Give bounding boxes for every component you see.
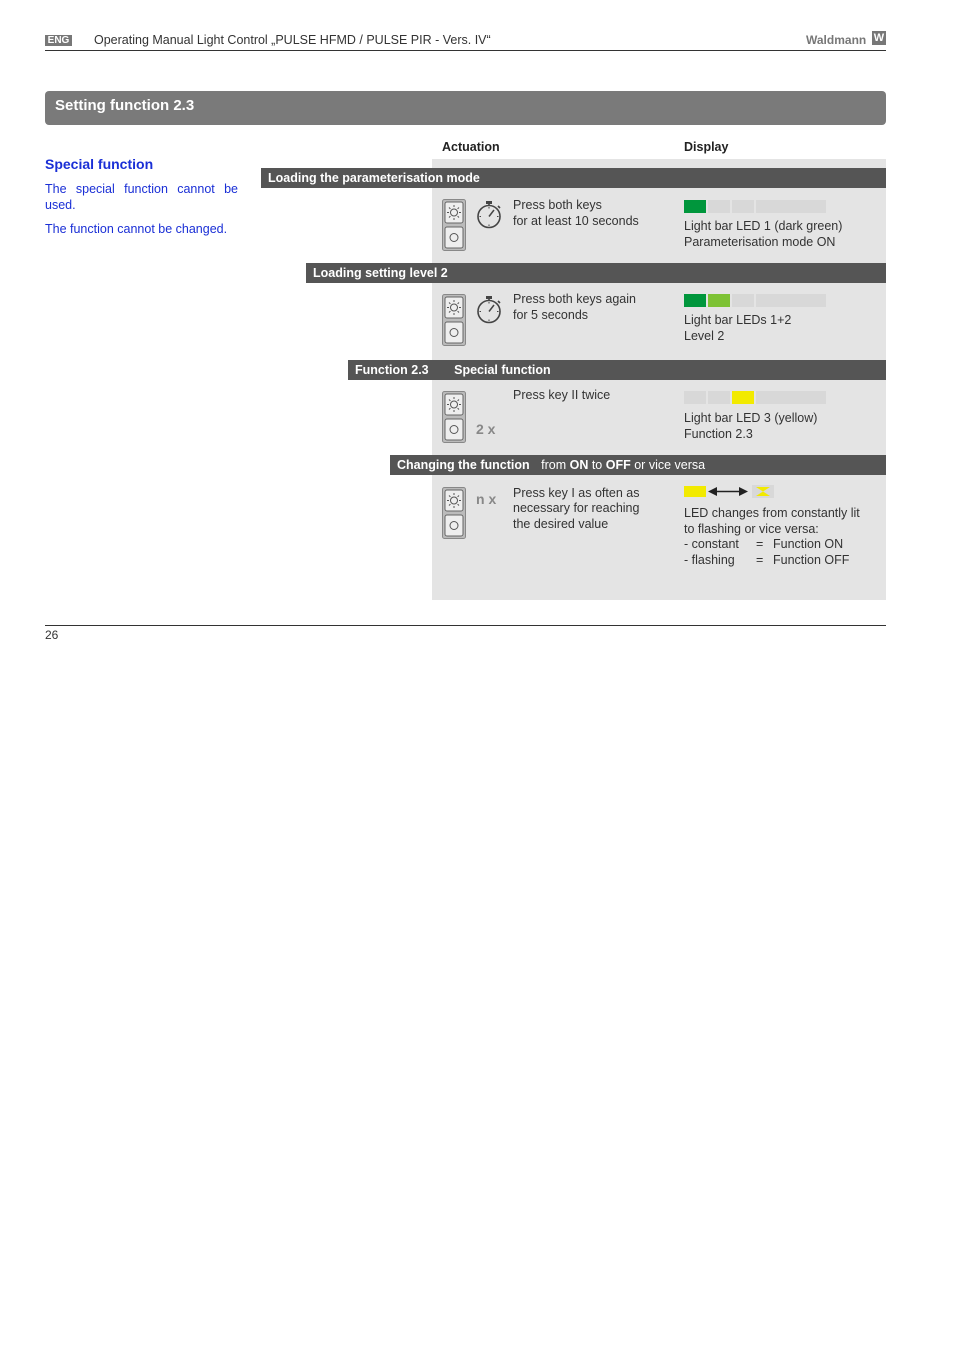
step-4-actuation-line-1: Press key I as often as — [513, 486, 640, 500]
display-column-header: Display — [684, 140, 729, 154]
step-2-display-line-2: Level 2 — [684, 329, 725, 343]
step-1-bar-text: Loading the parameterisation mode — [268, 171, 480, 185]
stopwatch-icon — [476, 200, 504, 230]
light-bar-led-4 — [756, 200, 826, 213]
step-4-display-line-2: to flashing or vice versa: — [684, 522, 819, 536]
constant-value: Function ON — [773, 537, 844, 551]
light-bar-led-4 — [756, 391, 826, 404]
sidebar-text-1: The special function cannot be used. — [45, 182, 238, 212]
constant-equals: = — [756, 537, 764, 551]
flashing-value: Function OFF — [773, 553, 850, 567]
step-3-bar-label: Function 2.3 — [355, 363, 429, 377]
light-bar-led-3 — [732, 391, 754, 404]
step-1-actuation-line-2: for at least 10 seconds — [513, 214, 639, 228]
step-4-actuation-line-2: necessary for reaching — [513, 501, 640, 515]
step-1-display-line-1: Light bar LED 1 (dark green) — [684, 219, 843, 233]
light-bar-led-2 — [708, 200, 730, 213]
step-4-actuation-line-3: the desired value — [513, 517, 609, 531]
light-bar-led-2 — [708, 391, 730, 404]
stopwatch-icon — [476, 295, 504, 325]
step-3-multiplier: 2 x — [476, 421, 496, 437]
light-bar — [684, 294, 828, 307]
flashing-led-icon — [752, 485, 774, 498]
page-number: 26 — [45, 628, 59, 642]
led-constant — [684, 486, 706, 497]
double-arrow-icon — [708, 486, 748, 497]
flashing-equals: = — [756, 553, 764, 567]
step-2-actuation-line-1: Press both keys again — [513, 292, 636, 306]
step-1-actuation-line-1: Press both keys — [513, 198, 602, 212]
light-bar-led-1 — [684, 391, 706, 404]
brand-name: Waldmann — [806, 33, 867, 47]
step-2-bar-text: Loading setting level 2 — [313, 266, 448, 280]
light-bar-led-1 — [684, 294, 706, 307]
step-4-bar-to: to — [591, 458, 603, 472]
step-2-display-line-1: Light bar LEDs 1+2 — [684, 313, 792, 327]
light-bar — [684, 200, 828, 213]
step-4-multiplier: n x — [476, 491, 497, 507]
step-4-bar — [390, 455, 886, 475]
step-3-display-line-2: Function 2.3 — [684, 427, 753, 441]
step-1-display-line-2: Parameterisation mode ON — [684, 235, 836, 249]
constant-label: - constant — [684, 537, 739, 551]
keypad-icon — [442, 199, 466, 251]
document-title: Operating Manual Light Control „PULSE HFMD / PULSE PIR - Vers. IV“ — [94, 33, 491, 47]
step-4-bar-off: OFF — [605, 458, 631, 472]
led-flashing — [752, 485, 774, 498]
header-divider — [45, 50, 886, 51]
step-1-bar — [261, 168, 886, 188]
step-4-bar-from: from — [541, 458, 567, 472]
light-bar-led-4 — [756, 294, 826, 307]
light-bar-led-1 — [684, 200, 706, 213]
sidebar-title: Special function — [45, 156, 154, 172]
keypad-icon — [442, 391, 466, 443]
step-4-display-line-1: LED changes from constantly lit — [684, 506, 860, 520]
flashing-label: - flashing — [684, 553, 735, 567]
step-3-display-line-1: Light bar LED 3 (yellow) — [684, 411, 818, 425]
sidebar-text-2: The function cannot be changed. — [45, 222, 228, 236]
step-2-bar — [306, 263, 886, 283]
keypad-icon — [442, 294, 466, 346]
light-bar — [684, 391, 828, 404]
language-badge: ENG — [45, 35, 72, 46]
step-4-bar-rest: or vice versa — [634, 458, 706, 472]
step-3-actuation-line-1: Press key II twice — [513, 388, 611, 402]
brand-logo: W — [873, 32, 885, 44]
step-2-actuation-line-2: for 5 seconds — [513, 308, 589, 322]
step-3-bar — [348, 360, 886, 380]
step-4-bar-on: ON — [569, 458, 589, 472]
step-4-bar-title: Changing the function — [397, 458, 530, 472]
light-bar-led-2 — [708, 294, 730, 307]
light-bar-led-3 — [732, 294, 754, 307]
section-title: Setting function 2.3 — [55, 97, 195, 114]
keypad-icon — [442, 487, 466, 539]
step-3-bar-value: Special function — [454, 363, 551, 377]
light-bar-led-3 — [732, 200, 754, 213]
footer-divider — [45, 625, 886, 626]
actuation-column-header: Actuation — [442, 140, 500, 154]
